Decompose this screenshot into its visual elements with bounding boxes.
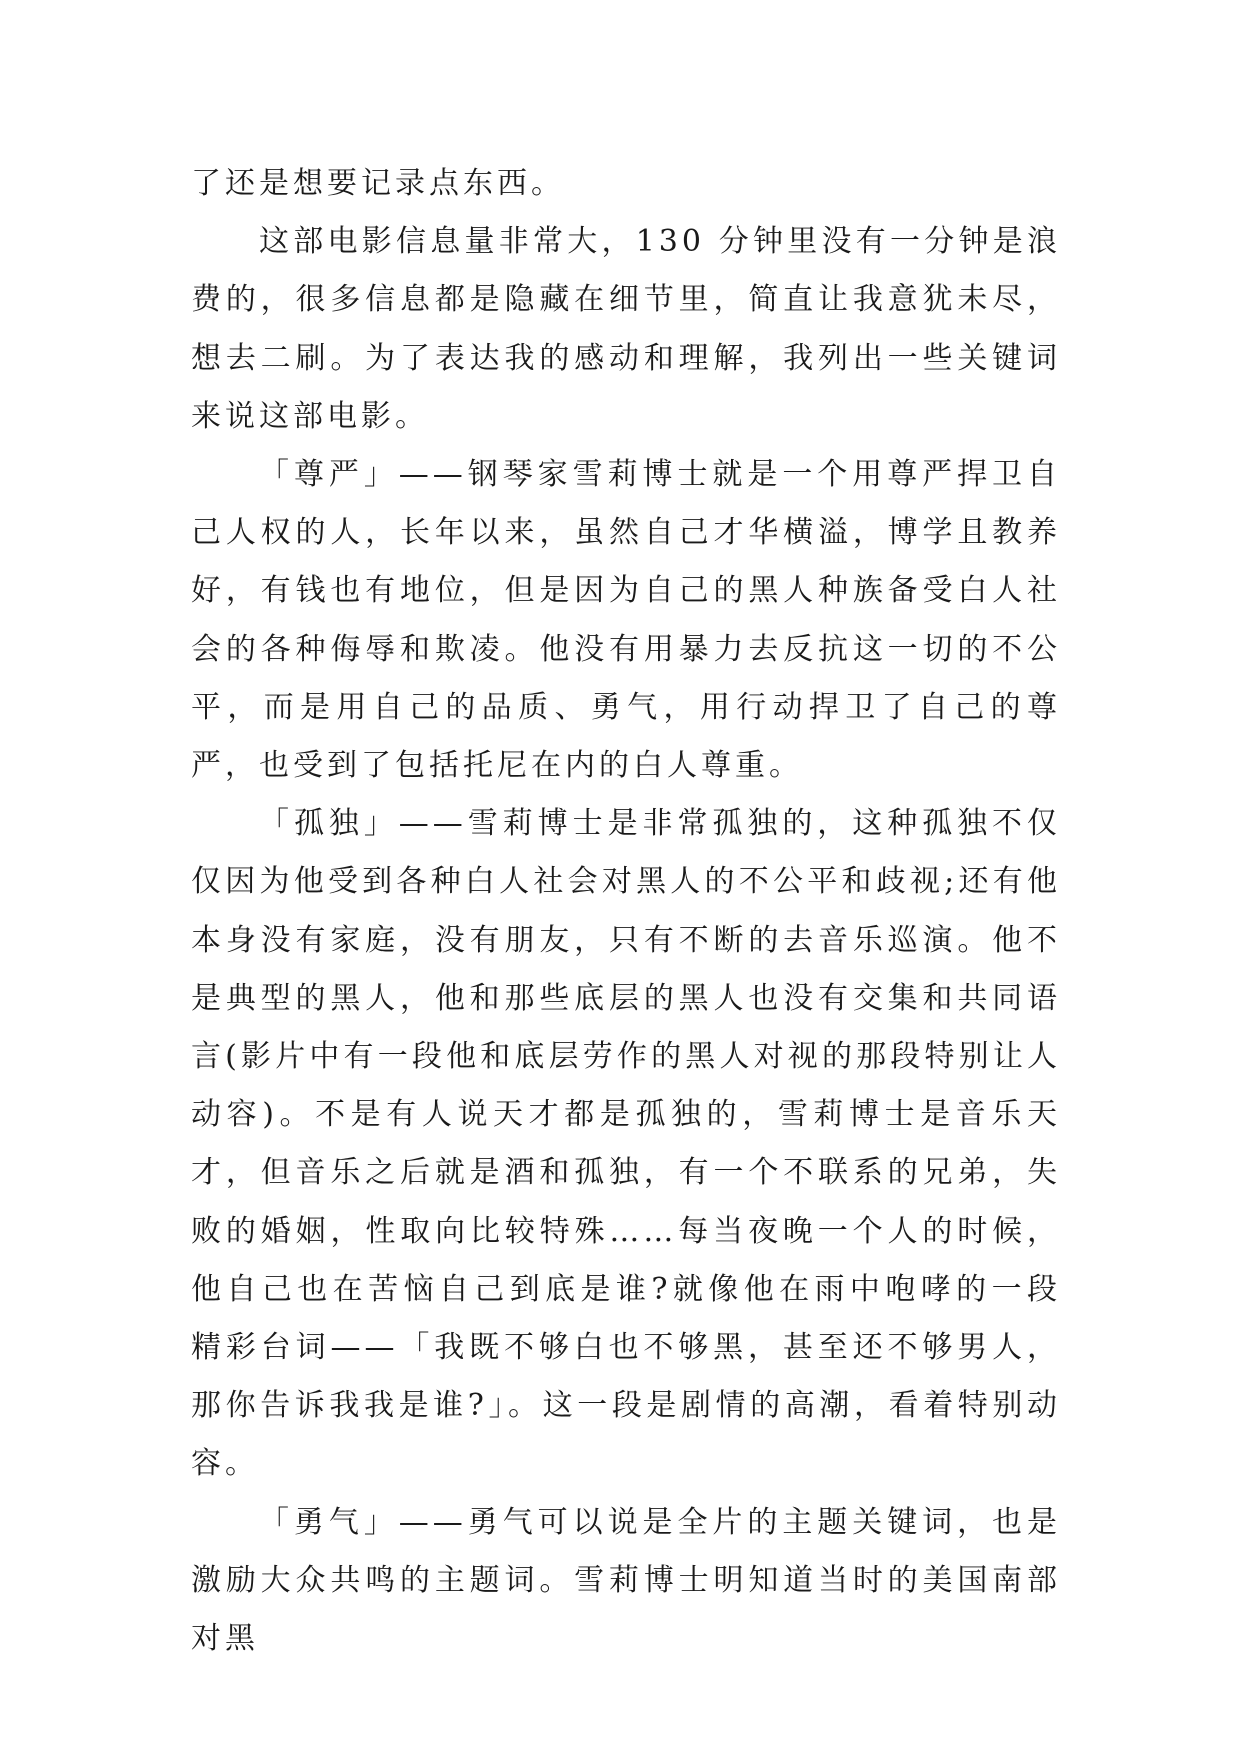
article-body [191, 155, 1061, 1668]
paragraph-continuation: 了还是想要记录点东西。 [191, 166, 565, 201]
paragraph-courage: 「勇气」——勇气可以说是全片的主题关键词，也是激励大众共鸣的主题词。雪莉博士明知道当时的美国南部对黑 [191, 1504, 1061, 1657]
paragraph-loneliness: 「孤独」——雪莉博士是非常孤独的，这种孤独不仅仅因为他受到各种白人社会对黑人的不公平和歧视;还有他本身没有家庭，没有朋友，只有不断的去音乐巡演。他不是典型的黑人，他和那些底层的黑人也没有交集和共同语言(影片中有一段他和底层劳作的黑人对视的那段特别让人动容)。不是有人说天才都是孤独的，雪莉博士是音乐天才，但音乐之后就是酒和孤独，有一个不联系的兄弟，失败的婚姻，性取向比较特殊……每当夜晚一个人的时候，他自己也在苦恼自己到底是谁?就像他在雨中咆哮的一段精彩台词——「我既不够白也不够黑，甚至还不够男人，那你告诉我我是谁?」。这一段是剧情的高潮，看着特别动容。 [191, 806, 1061, 1482]
paragraph-dignity: 「尊严」——钢琴家雪莉博士就是一个用尊严捍卫自己人权的人，长年以来，虽然自己才华横溢，博学且教养好，有钱也有地位，但是因为自己的黑人种族备受白人社会的各种侮辱和欺凌。他没有用暴力去反抗这一切的不公平，而是用自己的品质、勇气，用行动捍卫了自己的尊严，也受到了包括托尼在内的白人尊重。 [191, 457, 1061, 784]
paragraph-intro: 这部电影信息量非常大，130 分钟里没有一分钟是浪费的，很多信息都是隐藏在细节里，简直让我意犹未尽，想去二刷。为了表达我的感动和理解，我列出一些关键词来说这部电影。 [191, 224, 1061, 434]
